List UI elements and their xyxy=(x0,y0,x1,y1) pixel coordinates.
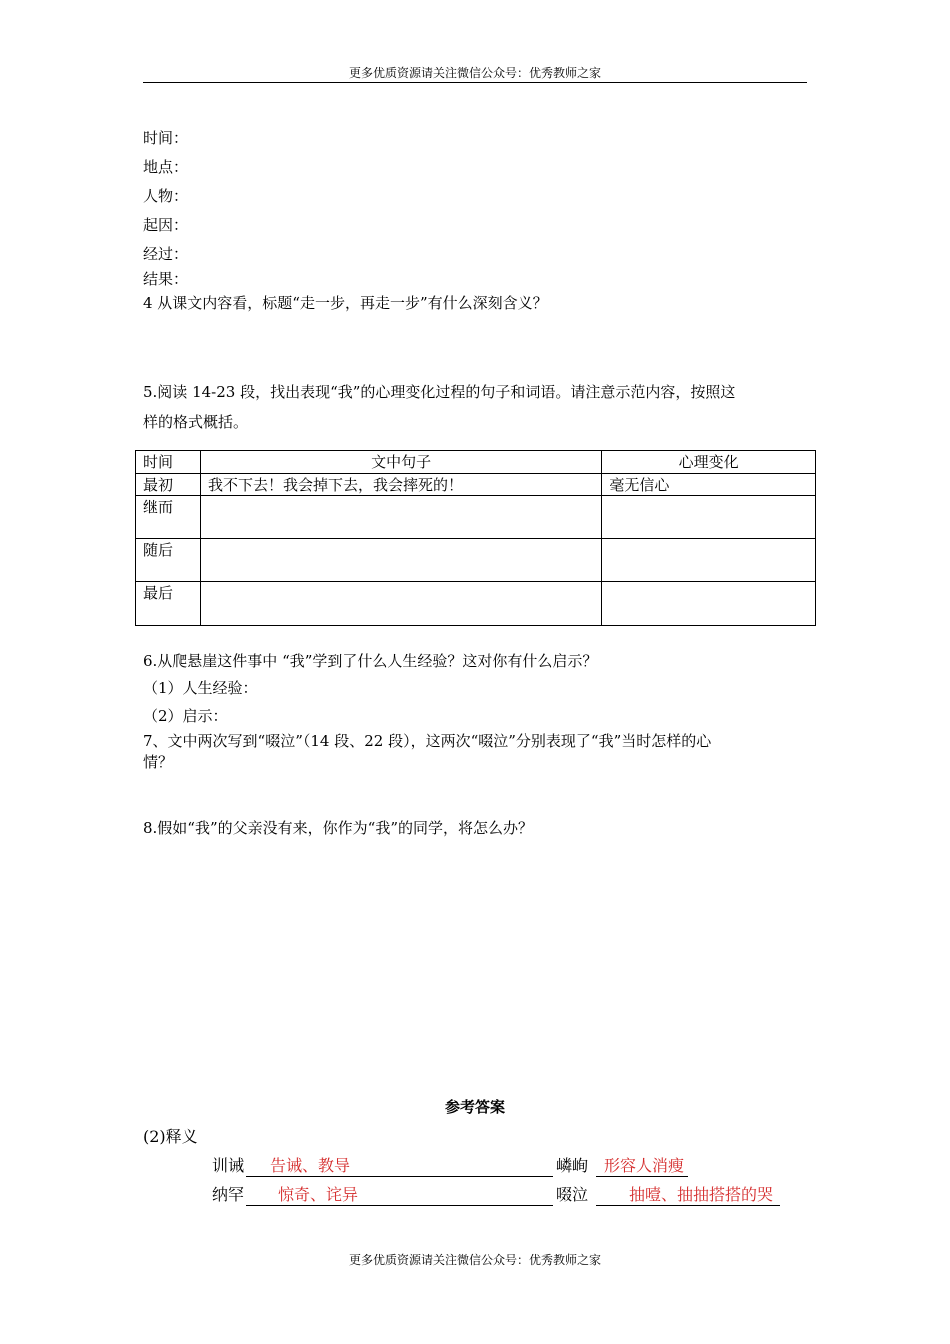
field-characters: 人物： xyxy=(143,187,189,205)
question-5-line2: 样的格式概括。 xyxy=(143,413,249,431)
question-6-sub1: （1）人生经验： xyxy=(143,679,258,697)
answers-title: 参考答案 xyxy=(444,1098,505,1116)
answer-word-linxun: 嶙峋 xyxy=(556,1156,589,1175)
row-sentence xyxy=(200,496,601,539)
psychology-table xyxy=(135,450,816,626)
row-sentence xyxy=(200,539,601,582)
answer-word-chuoqi: 啜泣 xyxy=(556,1185,589,1204)
answer-text-nahan: 惊奇、诧异 xyxy=(278,1185,359,1204)
question-6: 6.从爬悬崖这件事中 “我”学到了什么人生经验？这对你有什么启示？ xyxy=(143,652,598,670)
table-row xyxy=(136,582,816,626)
table-row xyxy=(136,539,816,582)
page-footer: 更多优质资源请关注微信公众号：优秀教师之家 xyxy=(348,1253,601,1267)
header-sentence: 文中句子 xyxy=(200,451,601,474)
row-time: 最后 xyxy=(136,582,201,626)
question-8: 8.假如“我”的父亲没有来，你作为“我”的同学，将怎么办？ xyxy=(143,819,533,837)
row-sentence xyxy=(200,582,601,626)
question-5-line1: 5.阅读 14-23 段，找出表现“我”的心理变化过程的句子和词语。请注意示范内容，按照这 xyxy=(143,383,736,401)
answer-word-nahan: 纳罕 xyxy=(212,1185,245,1204)
header-rule xyxy=(143,82,807,83)
question-7-line1: 7、文中两次写到“啜泣”（14 段、22 段），这两次“啜泣”分别表现了“我”当时怎样的心 xyxy=(143,732,712,750)
field-result: 结果： xyxy=(143,270,189,288)
row-change xyxy=(602,539,816,582)
table-row xyxy=(136,474,816,496)
table-row xyxy=(136,496,816,539)
row-time: 继而 xyxy=(136,496,201,539)
row-time: 随后 xyxy=(136,539,201,582)
header-time: 时间 xyxy=(136,451,201,474)
row-sentence: 我不下去！我会掉下去，我会摔死的！ xyxy=(200,474,601,496)
field-place: 地点： xyxy=(143,158,189,176)
field-process: 经过： xyxy=(143,245,189,263)
answer-text-chuoqi: 抽噎、抽抽搭搭的哭 xyxy=(629,1185,774,1204)
answer-text-linxun: 形容人消瘦 xyxy=(604,1156,685,1175)
question-7-line2: 情？ xyxy=(143,753,174,771)
row-change xyxy=(602,582,816,626)
answers-section: (2)释义 xyxy=(143,1127,198,1146)
page-header: 更多优质资源请关注微信公众号：优秀教师之家 xyxy=(348,66,601,80)
table-header-row xyxy=(136,451,816,474)
row-change xyxy=(602,496,816,539)
field-time: 时间： xyxy=(143,129,189,147)
header-change: 心理变化 xyxy=(602,451,816,474)
field-cause: 起因： xyxy=(143,216,189,234)
row-change: 毫无信心 xyxy=(602,474,816,496)
row-time: 最初 xyxy=(136,474,201,496)
question-6-sub2: （2）启示： xyxy=(143,707,228,725)
answer-text-xunjie: 告诫、教导 xyxy=(270,1156,351,1175)
answer-word-xunjie: 训诫 xyxy=(212,1156,245,1175)
question-4: 4 从课文内容看，标题“走一步，再走一步”有什么深刻含义？ xyxy=(143,294,548,312)
